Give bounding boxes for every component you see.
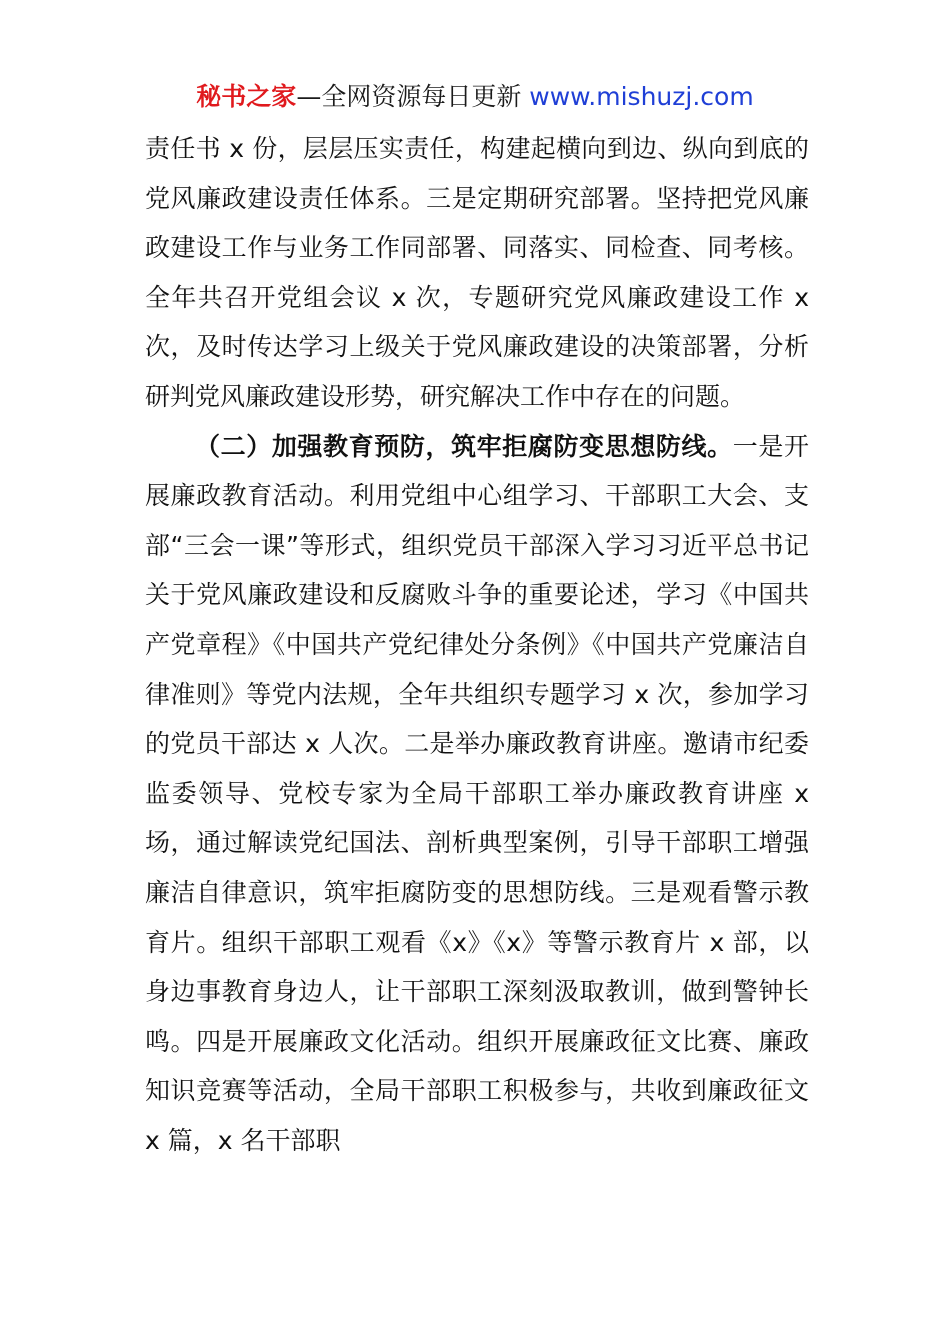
watermark-tagline: —全网资源每日更新 [296,82,530,111]
paragraph-continuation: 责任书 x 份，层层压实责任，构建起横向到边、纵向到底的党风廉政建设责任体系。三是定期研究部署。坚持把党风廉政建设工作与业务工作同部署、同落实、同检查、同考核。全年共召开党组会议 x 次，专题研究党风廉政建设工作 x 次，及时传达学习上级关于党风廉政建设的决策部署，分析研判党风廉政建设形势，研究解决工作中存在的问题。 [145,134,809,411]
paragraph-section-2 [145,422,809,1166]
document-body [145,124,809,1165]
watermark-url[interactable]: www.mishuzj.com [529,82,754,111]
section-heading: （二）加强教育预防，筑牢拒腐防变思想防线。 [195,431,733,461]
site-watermark [0,80,950,114]
section-body: 一是开展廉政教育活动。利用党组中心组学习、干部职工大会、支部“三会一课”等形式，组织党员干部深入学习习近平总书记关于党风廉政建设和反腐败斗争的重要论述，学习《中国共产党章程》《中国共产党纪律处分条例》《中国共产党廉洁自律准则》等党内法规，全年共组织专题学习 x 次，参加学习的党员干部达 x 人次。二是举办廉政教育讲座。邀请市纪委监委领导、党校专家为全局干部职工举办廉政教育讲座 x 场，通过解读党纪国法、剖析典型案例，引导干部职工增强廉洁自律意识，筑牢拒腐防变的思想防线。三是观看警示教育片。组织干部职工观看《x》《x》等警示教育片 x 部，以身边事教育身边人，让干部职工深刻汲取教训，做到警钟长鸣。四是开展廉政文化活动。组织开展廉政征文比赛、廉政知识竞赛等活动，全局干部职工积极参与，共收到廉政征文 x 篇，x 名干部职 [145,431,809,1155]
watermark-brand: 秘书之家 [196,82,297,111]
